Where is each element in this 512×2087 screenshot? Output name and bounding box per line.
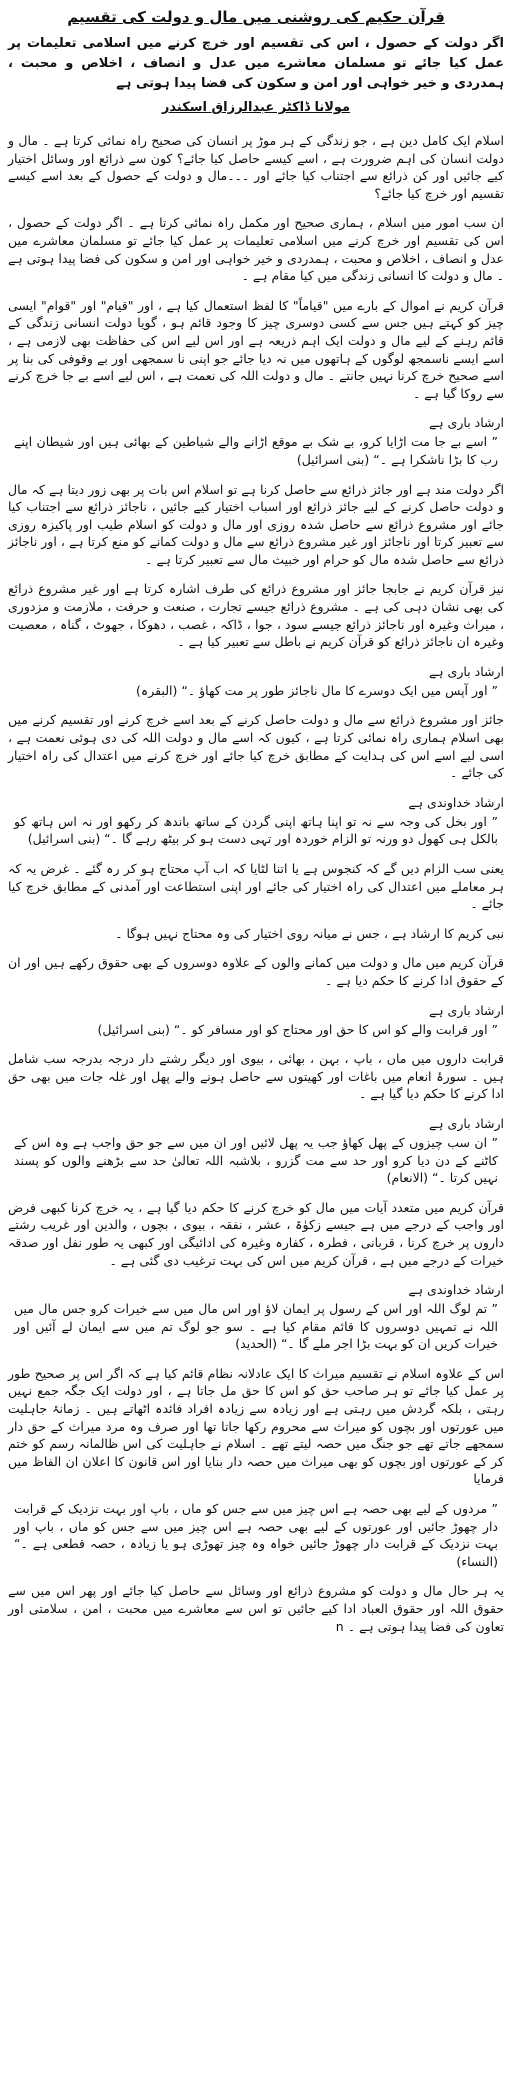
- article-lead: اگر دولت کے حصول ، اس کی تقسیم اور خرچ کرنے میں اسلامی تعلیمات پر عمل کیا جائے تو مسلمان معاشرے میں عدل و انصاف ، اخلاص و محبت ، ہمدردی و خیر خواہی اور امن و سکون کی فضا پیدا ہوتی ہے: [8, 36, 504, 91]
- article: [8, 6, 504, 1647]
- quran-quote: ” اور بخل کی وجہ سے نہ تو اپنا ہاتھ اپنی گردن کے ساتھ باندھ کر رکھو اور نہ اس ہاتھ کو بالکل ہی کھول دو ورنہ تو الزام خوردہ اور تہی دست ہو کر بیٹھ رہے گا ۔“ (بنی اسرائیل): [14, 813, 498, 847]
- paragraph: قرابت داروں میں ماں ، باپ ، بہن ، بھائی ، بیوی اور دیگر رشتے دار درجہ بدرجہ سب شامل ہیں ۔ سورۂ انعام میں باغات اور کھیتوں سے حاصل ہونے والے پھل اور غلہ جات میں بھی حق ادا کرنے کا حکم دیا گیا ہے ۔: [8, 1051, 504, 1102]
- paragraph: جائز اور مشروع ذرائع سے مال و دولت حاصل کرنے کے بعد اسے خرچ کرنے اور تقسیم کرنے میں بھی اسلام ہماری راہ نمائی کرتا ہے ، کیوں کہ اسے مال و دولت اللہ کی دی ہوئی نعمت ہے ، اسی لیے اسے اس کی ہدایت کے مطابق خرچ کیا جائے اور خرچ کرنے میں اعتدال کی راہ اختیار کی جائے ۔: [8, 712, 504, 781]
- paragraph: قرآن کریم نے اموال کے بارے میں "قیاماً" کا لفظ استعمال کیا ہے ، اور "قیام" اور "قوام" ایسی چیز کو کہتے ہیں جس سے کسی دوسری چیز کا وجود قائم ہو ، گویا دولت انسانی زندگی کے قائم رہنے کے لیے مال و دولت ایک اہم ذریعہ ہے اور اس لیے اس کی حفاظت بھی لازمی ہے ، اسے ایسے ناسمجھ لوگوں کے ہاتھوں میں نہ دیا جائے جو اپنی نا سمجھی اور بے وقوفی کی بنا پر اسے صحیح خرچ کرنا نہیں جانتے ۔ مال و دولت اللہ کی نعمت ہے ، اس لیے اسے بے جا خرچ کرنے سے روکا گیا ہے ۔: [8, 297, 504, 401]
- paragraph: یہ ہر حال مال و دولت کو مشروع ذرائع اور وسائل سے حاصل کیا جائے اور پھر اس میں سے حقوق اللہ اور حقوق العباد ادا کیے جائیں تو اس سے معاشرے میں محبت ، امن ، سلامتی اور تعاون کی فضا پیدا ہوتی ہے ۔ n: [8, 1583, 504, 1634]
- paragraph: اگر دولت مند ہے اور جائز ذرائع سے حاصل کرنا ہے تو اسلام اس بات پر بھی زور دیتا ہے کہ مال و دولت حاصل کرنے کے لیے جائز ذرائع اور اسباب اختیار کیے جائیں ، ناجائز ذرائع سے اجتناب کیا جائے اور مشروع ذرائع سے حاصل شدہ روزی اور مال و دولت کو اسلام طیب اور پاکیزہ روزی سے تعبیر کرتا اور ناجائز اور غیر مشروع ذرائع سے مال و دولت کمانے کو منع کرتا ہے ، اور ناجائز ذرائع سے حاصل شدہ مال کو حرام اور خبیث مال سے تعبیر کرتا ہے ۔: [8, 481, 504, 567]
- paragraph: ان سب امور میں اسلام ، ہماری صحیح اور مکمل راہ نمائی کرتا ہے ۔ اگر دولت کے حصول ، اس کی تقسیم اور خرچ کرنے میں اسلامی تعلیمات پر عمل کیا جائے تو مسلمان معاشرے میں عدل و انصاف ، اخلاص و محبت ، ہمدردی و خیر خواہی اور امن و سکون کی فضا پیدا ہوتی ہے ۔ مال و دولت کا انسانی زندگی میں کیا مقام ہے ۔: [8, 215, 504, 284]
- article-title: قرآن حکیم کی روشنی میں مال و دولت کی تقسیم: [67, 8, 445, 26]
- quran-quote: ” تم لوگ اللہ اور اس کے رسول پر ایمان لاؤ اور اس مال میں سے خیرات کرو جس مال میں اللہ نے تمہیں دوسروں کا قائم مقام کیا ہے ۔ سو جو لوگ تم میں سے ایمان لے آئیں اور خیرات کریں ان کو بہت بڑا اجر ملے گا ۔“ (الحدید): [14, 1301, 498, 1352]
- paragraph: قرآن کریم میں متعدد آیات میں مال کو خرچ کرنے کا حکم دیا گیا ہے ، یہ خرچ کرنا کبھی فرض اور واجب کے درجے میں ہے جیسے زکوٰۃ ، عشر ، نفقہ ، بیوی ، بچوں ، والدین اور غریب رشتے داروں پر خرچ کرنا ، قربانی ، فطرہ ، کفارہ وغیرہ کی ادائیگی اور کبھی یہ طور نفل اور صدقہ خیرات کے درجے میں ہے ، قرآن کریم میں اس کی بہت ترغیب دی گئی ہے ۔: [8, 1199, 504, 1268]
- quote-intro: ارشاد باری ہے: [428, 1115, 504, 1131]
- quote-intro: ارشاد باری ہے: [428, 415, 504, 431]
- quran-quote: ” اور آپس میں ایک دوسرے کا مال ناجائز طور پر مت کھاؤ ۔“ (البقرہ): [136, 682, 498, 698]
- article-author: مولانا ڈاکٹر عبدالرزاق اسکندر: [161, 100, 351, 115]
- quran-quote: ” اسے بے جا مت اڑایا کرو، بے شک بے موقع اڑانے والے شیاطین کے بھائی ہیں اور شیطان اپنے رب کا بڑا ناشکرا ہے ۔“ (بنی اسرائیل): [14, 434, 498, 467]
- quran-quote: ” اور قرابت والے کو اس کا حق اور محتاج کو اور مسافر کو ۔“ (بنی اسرائیل): [97, 1021, 498, 1037]
- paragraph: اسلام ایک کامل دین ہے ، جو زندگی کے ہر موڑ پر انسان کی صحیح راہ نمائی کرتا ہے ۔ مال و دولت انسان کی اہم ضرورت ہے ، اسے کیسے حاصل کیا جائے؟ کون سے ذرائع اور وسائل اختیار کیے جائیں اور کن ذرائع سے اجتناب کیا جائے اور ۔۔۔مال و دولت کے حصول کے بعد اسے کیسے تقسیم اور خرچ کیا جائے؟: [8, 133, 504, 201]
- quran-quote: ” ان سب چیزوں کے پھل کھاؤ جب یہ پھل لائیں اور ان میں سے جو حق واجب ہے وہ اس کے کاٹنے کے دن دیا کرو اور حد سے مت گزرو ، بلاشبہ اللہ تعالیٰ حد سے بڑھنے والوں کو پسند نہیں کرتا ۔“ (الانعام): [14, 1134, 498, 1186]
- quran-quote: ” مردوں کے لیے بھی حصہ ہے اس چیز میں سے جس کو ماں ، باپ اور بہت نزدیک کے قرابت دار چھوڑ جائیں اور عورتوں کے لیے بھی حصہ ہے اس چیز میں سے جس کو ماں ، باپ اور بہت نزدیک کے قرابت دار چھوڑ جائیں خواہ وہ چیز تھوڑی ہو یا زیادہ ، حصہ قطعی ہے ۔“ (النساء): [14, 1501, 498, 1569]
- paragraph: اس کے علاوہ اسلام نے تقسیم میراث کا ایک عادلانہ نظام قائم کیا ہے کہ اگر اس پر صحیح طور پر عمل کیا جائے تو ہر صاحب حق کو اس کا حق مل جاتا ہے ، اور دولت ایک جگہ جمع نہیں رہتی ، بلکہ گردش میں رہتی ہے اور زیادہ سے زیادہ افراد فائدہ اٹھاتے ہیں ۔ زمانۂ جاہلیت میں عورتوں اور بچوں کو میراث سے محروم رکھا جاتا تھا اور صرف وہ مرد میراث کے حق دار سمجھے جاتے تھے جو جنگ میں حصہ لیتے تھے ۔ اسلام نے جاہلیت کی اس ظالمانہ رسم کو ختم کر کے عورتوں اور بچوں کو بھی میراث میں حصہ دار بنایا اور اس قانون کا اعلان ان الفاظ میں فرمایا: [8, 1365, 504, 1487]
- quote-intro: ارشاد خداوندی ہے: [408, 1282, 504, 1298]
- article-body: [8, 132, 504, 1635]
- paragraph: نیز قرآن کریم نے جابجا جائز اور مشروع ذرائع کی طرف اشارہ کرتا ہے اور غیر مشروع ذرائع کی بھی نشان دہی کی ہے ۔ مشروع ذرائع جیسے تجارت ، صنعت و حرفت ، ملازمت و مزدوری ، میراث وغیرہ اور ناجائز ذرائع جیسے سود ، جوا ، ڈاکہ ، غصب ، دھوکا ، جھوٹ ، گناہ ، معصیت وغیرہ ان ناجائز ذرائع کو قرآن کریم نے باطل سے تعبیر کیا ہے ۔: [8, 581, 504, 650]
- paragraph: نبی کریم کا ارشاد ہے ، جس نے میانہ روی اختیار کی وہ محتاج نہیں ہوگا ۔: [115, 925, 504, 941]
- quote-intro: ارشاد خداوندی ہے: [408, 794, 504, 810]
- paragraph: یعنی سب الزام دیں گے کہ کنجوس ہے یا اتنا لٹایا کہ اب آپ محتاج ہو کر رہ گئے ۔ غرض یہ کہ ہر معاملے میں اعتدال کی راہ اختیار کی جائے اور اپنی استطاعت اور آمدنی کے مطابق خرچ کیا جائے ۔: [8, 861, 504, 912]
- paragraph: قرآن کریم میں مال و دولت میں کمانے والوں کے علاوہ دوسروں کے بھی حقوق رکھے ہیں اور ان کے حقوق ادا کرنے کا حکم دیا ہے ۔: [8, 955, 504, 988]
- quote-intro: ارشاد باری ہے: [428, 663, 504, 679]
- quote-intro: ارشاد باری ہے: [428, 1002, 504, 1018]
